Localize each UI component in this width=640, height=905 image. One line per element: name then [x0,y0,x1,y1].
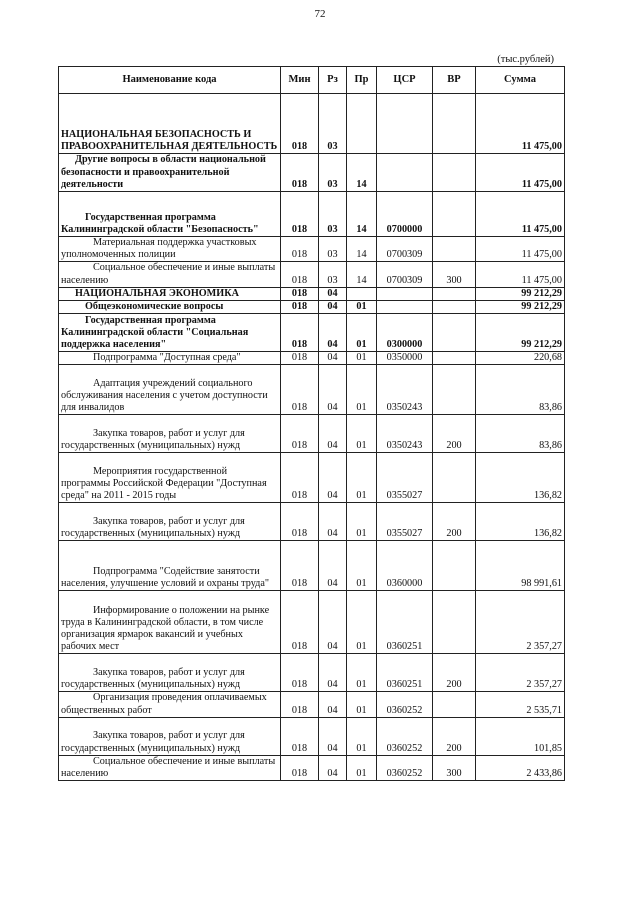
cell-rz: 03 [319,237,347,262]
cell-rz: 03 [319,192,347,237]
cell-csr: 0360251 [377,591,433,654]
cell-min: 018 [281,154,319,192]
cell-min: 018 [281,314,319,352]
cell-min: 018 [281,352,319,365]
table-row [59,237,565,262]
cell-name: НАЦИОНАЛЬНАЯ БЕЗОПАСНОСТЬ И ПРАВООХРАНИТЕЛЬНАЯ ДЕЯТЕЛЬНОСТЬ [59,94,281,154]
cell-rz: 03 [319,262,347,287]
cell-sum: 11 475,00 [476,192,565,237]
cell-min: 018 [281,287,319,300]
cell-vr [433,591,476,654]
cell-name: Материальная поддержка участковых уполномоченных полиции [59,237,281,262]
cell-vr [433,287,476,300]
cell-csr: 0355027 [377,453,433,503]
cell-csr [377,154,433,192]
table-row [59,591,565,654]
cell-min: 018 [281,237,319,262]
cell-name: Информирование о положении на рынке труда в Калининградской области, в том числе организация ярмарок вакансий и учебных рабочих мест [59,591,281,654]
cell-pr: 01 [347,717,377,755]
table-row [59,287,565,300]
cell-rz: 04 [319,692,347,717]
cell-sum: 101,85 [476,717,565,755]
table-row [59,453,565,503]
cell-csr: 0355027 [377,503,433,541]
page-number: 72 [314,8,326,20]
table-row [59,262,565,287]
cell-vr [433,314,476,352]
cell-vr [433,692,476,717]
table-row [59,94,565,154]
cell-min: 018 [281,365,319,415]
cell-rz: 04 [319,314,347,352]
cell-vr: 200 [433,717,476,755]
col-header-rz: Рз [319,67,347,94]
cell-min: 018 [281,692,319,717]
cell-min: 018 [281,453,319,503]
cell-min: 018 [281,262,319,287]
cell-name: Государственная программа Калининградской области "Социальная поддержка населения" [59,314,281,352]
cell-min: 018 [281,94,319,154]
cell-vr [433,94,476,154]
cell-vr: 300 [433,755,476,780]
cell-sum: 136,82 [476,453,565,503]
col-header-min: Мин [281,67,319,94]
cell-name: Другие вопросы в области национальной безопасности и правоохранительной деятельности [59,154,281,192]
cell-vr [433,352,476,365]
cell-pr: 01 [347,365,377,415]
cell-min: 018 [281,717,319,755]
cell-sum: 2 433,86 [476,755,565,780]
cell-csr [377,94,433,154]
cell-csr: 0350000 [377,352,433,365]
cell-sum: 99 212,29 [476,287,565,300]
cell-pr: 01 [347,654,377,692]
cell-name: Подпрограмма "Содействие занятости населения, улучшение условий и охраны труда" [59,541,281,591]
cell-pr: 01 [347,692,377,717]
cell-name: Адаптация учреждений социального обслуживания населения с учетом доступности для инвалидов [59,365,281,415]
cell-pr: 01 [347,541,377,591]
cell-pr: 01 [347,415,377,453]
cell-name: Мероприятия государственной программы Российской Федерации "Доступная среда" на 2011 - 2015 годы [59,453,281,503]
cell-rz: 04 [319,301,347,314]
cell-pr: 14 [347,262,377,287]
cell-min: 018 [281,301,319,314]
cell-sum: 98 991,61 [476,541,565,591]
cell-name: Социальное обеспечение и иные выплаты населению [59,755,281,780]
cell-min: 018 [281,654,319,692]
cell-csr [377,287,433,300]
cell-rz: 04 [319,541,347,591]
unit-label: (тыс.рублей) [497,54,554,65]
col-header-pr: Пр [347,67,377,94]
cell-name: Закупка товаров, работ и услуг для государственных (муниципальных) нужд [59,717,281,755]
table-row [59,755,565,780]
cell-pr: 01 [347,301,377,314]
cell-rz: 03 [319,94,347,154]
cell-name: Закупка товаров, работ и услуг для государственных (муниципальных) нужд [59,503,281,541]
cell-csr [377,301,433,314]
table-row [59,415,565,453]
cell-vr [433,301,476,314]
cell-name: Подпрограмма "Доступная среда" [59,352,281,365]
cell-name: НАЦИОНАЛЬНАЯ ЭКОНОМИКА [59,287,281,300]
cell-sum: 2 535,71 [476,692,565,717]
cell-vr [433,541,476,591]
cell-csr: 0700000 [377,192,433,237]
cell-name: Закупка товаров, работ и услуг для государственных (муниципальных) нужд [59,654,281,692]
cell-pr: 01 [347,352,377,365]
cell-pr: 01 [347,314,377,352]
cell-rz: 04 [319,717,347,755]
cell-vr: 200 [433,654,476,692]
cell-rz: 04 [319,287,347,300]
cell-pr: 14 [347,154,377,192]
cell-sum: 99 212,29 [476,314,565,352]
cell-rz: 03 [319,154,347,192]
cell-csr: 0350243 [377,365,433,415]
cell-vr [433,453,476,503]
cell-rz: 04 [319,654,347,692]
table-row [59,352,565,365]
col-header-csr: ЦСР [377,67,433,94]
cell-min: 018 [281,503,319,541]
cell-pr: 01 [347,591,377,654]
cell-sum: 220,68 [476,352,565,365]
cell-pr: 14 [347,192,377,237]
cell-sum: 136,82 [476,503,565,541]
table-row [59,717,565,755]
table-row [59,541,565,591]
cell-csr: 0360252 [377,692,433,717]
cell-vr [433,154,476,192]
cell-vr [433,192,476,237]
cell-vr: 300 [433,262,476,287]
cell-min: 018 [281,415,319,453]
cell-csr: 0700309 [377,262,433,287]
table-header-row [59,67,565,94]
cell-name: Закупка товаров, работ и услуг для государственных (муниципальных) нужд [59,415,281,453]
cell-sum: 11 475,00 [476,94,565,154]
cell-csr: 0360252 [377,755,433,780]
budget-table [58,66,565,781]
cell-min: 018 [281,755,319,780]
cell-vr: 200 [433,415,476,453]
cell-csr: 0360251 [377,654,433,692]
cell-rz: 04 [319,755,347,780]
table-row [59,365,565,415]
cell-pr: 01 [347,503,377,541]
table-row [59,301,565,314]
cell-pr: 01 [347,453,377,503]
cell-sum: 99 212,29 [476,301,565,314]
cell-sum: 2 357,27 [476,654,565,692]
cell-csr: 0700309 [377,237,433,262]
cell-rz: 04 [319,591,347,654]
cell-min: 018 [281,591,319,654]
col-header-name: Наименование кода [59,67,281,94]
cell-min: 018 [281,192,319,237]
table-row [59,654,565,692]
cell-sum: 11 475,00 [476,154,565,192]
cell-rz: 04 [319,415,347,453]
cell-csr: 0360252 [377,717,433,755]
cell-name: Организация проведения оплачиваемых общественных работ [59,692,281,717]
table-row [59,154,565,192]
cell-vr [433,237,476,262]
cell-name: Социальное обеспечение и иные выплаты населению [59,262,281,287]
col-header-vr: ВР [433,67,476,94]
cell-sum: 83,86 [476,365,565,415]
cell-vr [433,365,476,415]
cell-pr [347,287,377,300]
cell-rz: 04 [319,453,347,503]
cell-min: 018 [281,541,319,591]
table-row [59,692,565,717]
cell-rz: 04 [319,365,347,415]
cell-rz: 04 [319,503,347,541]
table-row [59,192,565,237]
col-header-sum: Сумма [476,67,565,94]
table-row [59,503,565,541]
cell-pr [347,94,377,154]
cell-name: Государственная программа Калининградской области "Безопасность" [59,192,281,237]
cell-pr: 01 [347,755,377,780]
cell-pr: 14 [347,237,377,262]
cell-sum: 11 475,00 [476,262,565,287]
cell-sum: 2 357,27 [476,591,565,654]
cell-csr: 0300000 [377,314,433,352]
cell-name: Общеэкономические вопросы [59,301,281,314]
cell-rz: 04 [319,352,347,365]
cell-vr: 200 [433,503,476,541]
cell-csr: 0350243 [377,415,433,453]
table-row [59,314,565,352]
cell-sum: 83,86 [476,415,565,453]
cell-csr: 0360000 [377,541,433,591]
cell-sum: 11 475,00 [476,237,565,262]
